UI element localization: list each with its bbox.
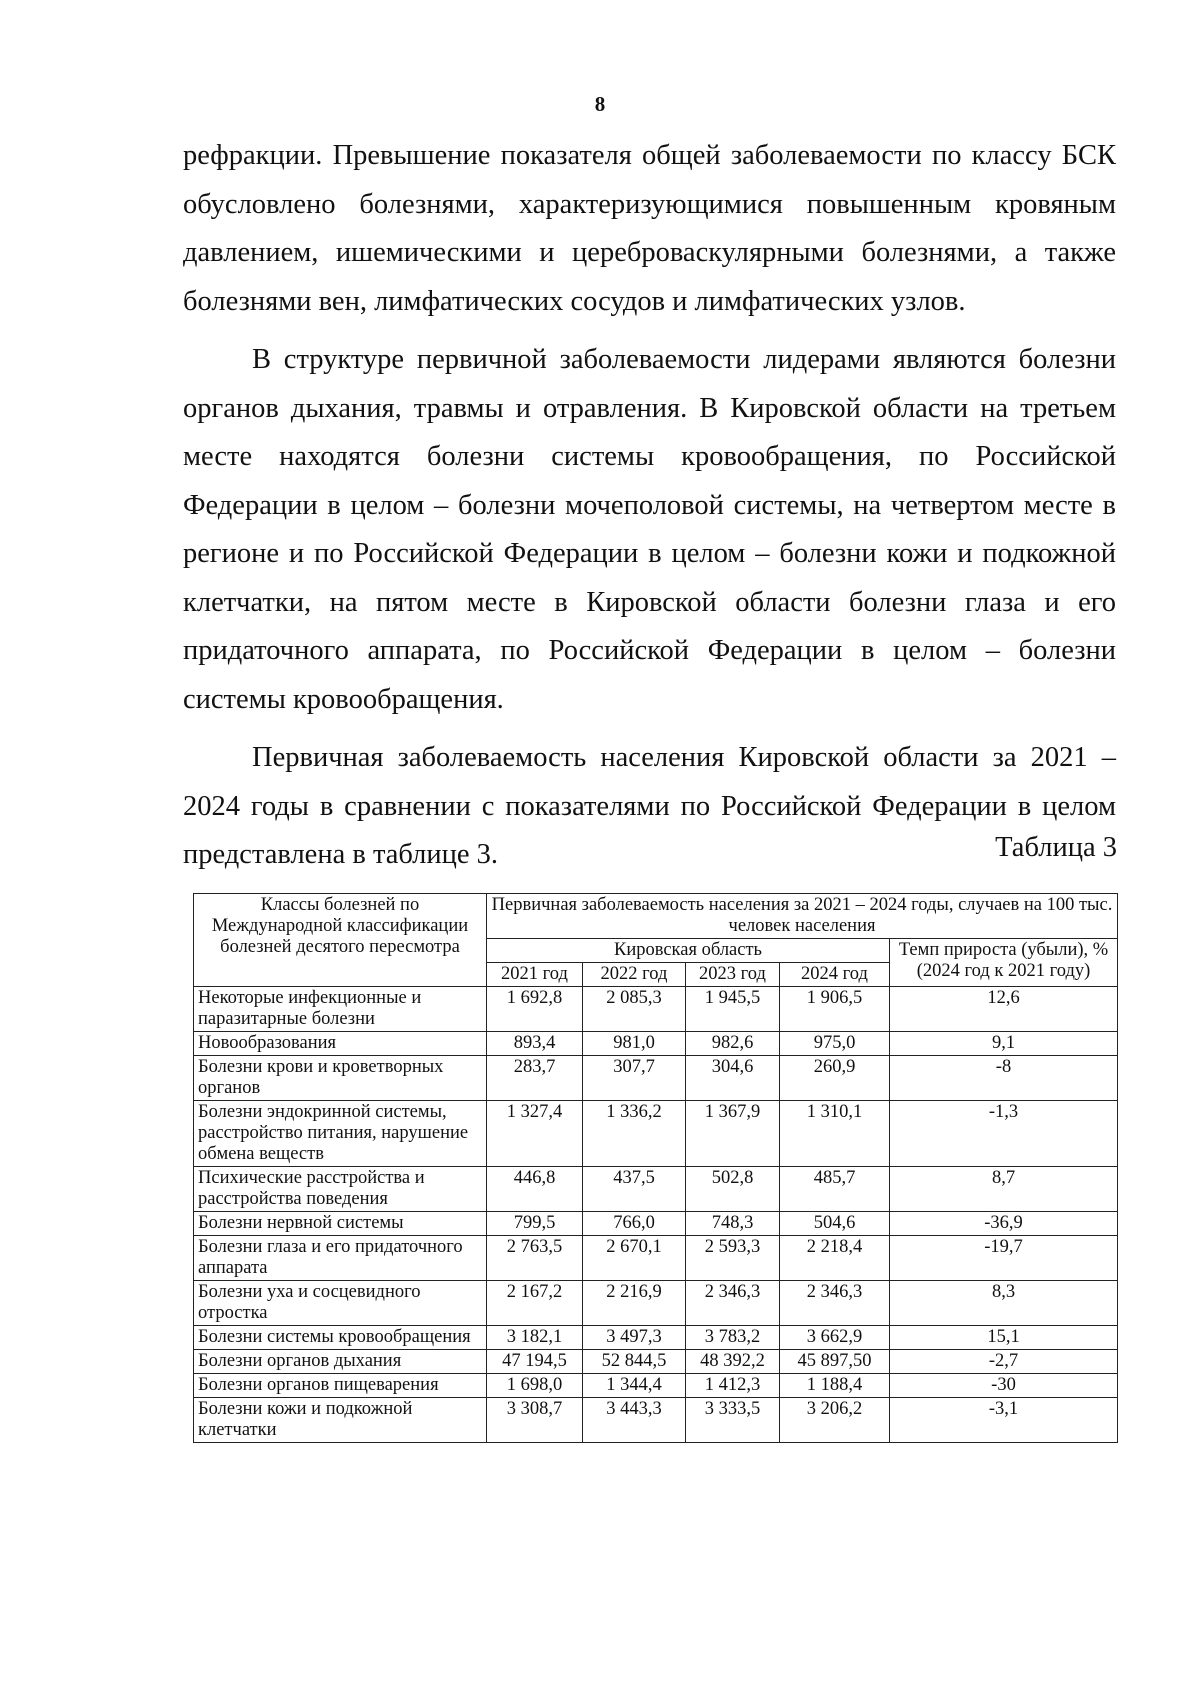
row-class-name: Психические расстройства и расстройства поведения [194,1167,487,1212]
row-class-name: Некоторые инфекционные и паразитарные болезни [194,987,487,1032]
row-value-2021: 47 194,5 [487,1350,583,1374]
row-value-2024: 1 188,4 [780,1374,890,1398]
row-value-2021: 2 167,2 [487,1281,583,1326]
table-row [194,1056,1118,1101]
row-growth-value: 9,1 [890,1032,1118,1056]
row-value-2023: 48 392,2 [686,1350,780,1374]
row-growth-value: -1,3 [890,1101,1118,1167]
page-number: 8 [594,92,606,116]
morbidity-table [193,893,1118,1443]
header-main: Первичная заболеваемость населения за 2021 – 2024 годы, случаев на 100 тыс. человек населения [487,894,1118,939]
row-value-2023: 748,3 [686,1212,780,1236]
row-value-2023: 1 412,3 [686,1374,780,1398]
row-growth-value: -30 [890,1374,1118,1398]
row-value-2021: 799,5 [487,1212,583,1236]
body-text [183,132,1116,890]
row-value-2023: 1 945,5 [686,987,780,1032]
row-value-2024: 1 310,1 [780,1101,890,1167]
row-value-2023: 3 783,2 [686,1326,780,1350]
header-year-2021: 2021 год [487,963,583,987]
row-value-2024: 2 218,4 [780,1236,890,1281]
header-year-2023: 2023 год [686,963,780,987]
row-growth-value: 15,1 [890,1326,1118,1350]
row-value-2021: 2 763,5 [487,1236,583,1281]
paragraph-2: В структуре первичной заболеваемости лидерами являются болезни органов дыхания, травмы и отравления. В Кировской области на третьем месте находятся болезни системы кровообращения, по Российской Федерации в целом – болезни мочеполовой системы, на четвертом месте в регионе и по Российской Федерации в целом – болезни кожи и подкожной клетчатки, на пятом месте в Кировской области болезни глаза и его придаточного аппарата, по Российской Федерации в целом – болезни системы кровообращения. [183,344,1116,715]
row-value-2021: 1 327,4 [487,1101,583,1167]
row-growth-value: 8,3 [890,1281,1118,1326]
row-value-2021: 1 698,0 [487,1374,583,1398]
row-growth-value: -36,9 [890,1212,1118,1236]
table-row [194,1167,1118,1212]
row-value-2024: 1 906,5 [780,987,890,1032]
table-row [194,987,1118,1032]
paragraph-3: Первичная заболеваемость населения Кировской области за 2021 – 2024 годы в сравнении с показателями по Российской Федерации в целом представлена в таблице 3. [183,742,1116,870]
row-value-2024: 45 897,50 [780,1350,890,1374]
row-growth-value: -3,1 [890,1398,1118,1443]
row-value-2021: 3 182,1 [487,1326,583,1350]
row-growth-value: 12,6 [890,987,1118,1032]
row-class-name: Болезни уха и сосцевидного отростка [194,1281,487,1326]
row-class-name: Болезни глаза и его придаточного аппарата [194,1236,487,1281]
table-caption: Таблица 3 [995,832,1117,863]
row-value-2023: 2 346,3 [686,1281,780,1326]
table-row [194,1101,1118,1167]
row-value-2022: 981,0 [583,1032,686,1056]
row-value-2024: 485,7 [780,1167,890,1212]
row-class-name: Болезни крови и кроветворных органов [194,1056,487,1101]
row-growth-value: -8 [890,1056,1118,1101]
row-class-name: Болезни эндокринной системы, расстройство питания, нарушение обмена веществ [194,1101,487,1167]
header-region: Кировская область [487,939,890,963]
row-value-2023: 982,6 [686,1032,780,1056]
row-value-2022: 1 336,2 [583,1101,686,1167]
table-row [194,1212,1118,1236]
row-class-name: Болезни органов пищеварения [194,1374,487,1398]
row-value-2023: 1 367,9 [686,1101,780,1167]
row-value-2023: 3 333,5 [686,1398,780,1443]
row-value-2022: 307,7 [583,1056,686,1101]
header-classes: Классы болезней по Международной классификации болезней десятого пересмотра [194,894,487,987]
row-value-2022: 2 216,9 [583,1281,686,1326]
row-value-2021: 446,8 [487,1167,583,1212]
row-value-2022: 3 443,3 [583,1398,686,1443]
row-value-2022: 52 844,5 [583,1350,686,1374]
row-growth-value: -19,7 [890,1236,1118,1281]
row-value-2022: 1 344,4 [583,1374,686,1398]
table-row [194,1374,1118,1398]
paragraph-1: рефракции. Превышение показателя общей заболеваемости по классу БСК обусловлено болезнями, характеризующимися повышенным кровяным давлением, ишемическими и цереброваскулярными болезнями, а также болезнями вен, лимфатических сосудов и лимфатических узлов. [183,140,1116,317]
row-value-2024: 975,0 [780,1032,890,1056]
table-row [194,1398,1118,1443]
header-year-2022: 2022 год [583,963,686,987]
row-value-2024: 3 206,2 [780,1398,890,1443]
row-value-2024: 260,9 [780,1056,890,1101]
table-row [194,1236,1118,1281]
row-class-name: Болезни кожи и подкожной клетчатки [194,1398,487,1443]
header-year-2024: 2024 год [780,963,890,987]
row-value-2021: 893,4 [487,1032,583,1056]
table-row [194,1032,1118,1056]
table-row [194,1350,1118,1374]
row-value-2021: 1 692,8 [487,987,583,1032]
table-row [194,1326,1118,1350]
row-value-2024: 504,6 [780,1212,890,1236]
row-growth-value: -2,7 [890,1350,1118,1374]
table-body [194,987,1118,1443]
row-value-2021: 283,7 [487,1056,583,1101]
row-value-2022: 2 670,1 [583,1236,686,1281]
row-class-name: Болезни нервной системы [194,1212,487,1236]
header-growth: Темп прироста (убыли), % (2024 год к 2021 году) [890,939,1118,987]
table-row [194,1281,1118,1326]
row-growth-value: 8,7 [890,1167,1118,1212]
row-value-2023: 304,6 [686,1056,780,1101]
row-value-2023: 2 593,3 [686,1236,780,1281]
row-class-name: Болезни органов дыхания [194,1350,487,1374]
row-value-2022: 437,5 [583,1167,686,1212]
row-value-2021: 3 308,7 [487,1398,583,1443]
row-class-name: Болезни системы кровообращения [194,1326,487,1350]
row-class-name: Новообразования [194,1032,487,1056]
row-value-2022: 3 497,3 [583,1326,686,1350]
row-value-2024: 2 346,3 [780,1281,890,1326]
row-value-2023: 502,8 [686,1167,780,1212]
row-value-2022: 766,0 [583,1212,686,1236]
row-value-2022: 2 085,3 [583,987,686,1032]
row-value-2024: 3 662,9 [780,1326,890,1350]
